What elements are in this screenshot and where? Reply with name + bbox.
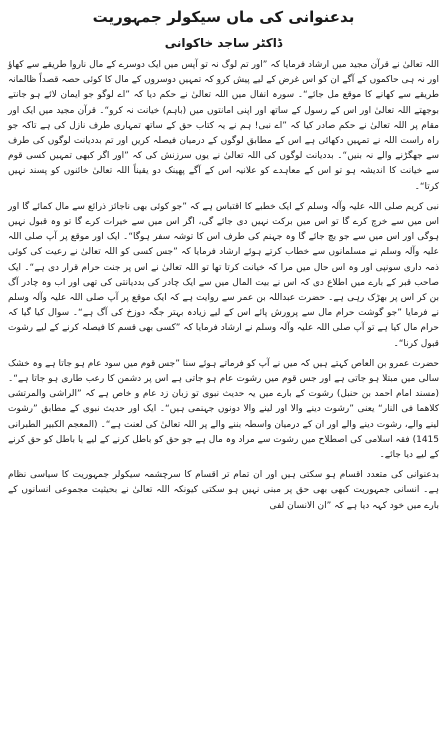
article-paragraph-4: بدعنوانی کی متعدد اقسام ہو سکتی ہیں اور ان تمام تر اقسام کا سرچشمہ سیکولر جمہوریت کا سیاسی نظام ہے۔ انسانی جمہوریت کبھی بھی حق پر مبنی نہیں ہو سکتی کیونکہ اللہ تعالیٰ نے بحیثیت مجموعی انسانوں کے بارے میں خود کہہ دیا ہے کہ ”ان الانسان لفی [8,470,439,511]
article-author: ڈاکٹر ساجد خاکوانی [164,36,283,50]
article-paragraph-1: اللہ تعالیٰ نے قرآن مجید میں ارشاد فرمایا کہ ”اور تم لوگ نہ تو آپس میں ایک دوسرے کے مال ناروا طریقے سے کھاؤ اور نہ ہی حاکموں کے آگے ان کو اس غرض کے لیے پیش کرو کہ تمہیں دوسروں کے مال کا کوئی حصہ قصداً ظالمانہ طریقے سے کھانے کا موقع مل جائے“۔ سورہ انفال میں اللہ تعالیٰ نے حکم دیا کہ ”اے لوگو جو ایمان لائے ہو جانتے بوجھتے اللہ تعالیٰ اور اس کے رسول کے ساتھ اور اپنی امانتوں میں (باہم) خیانت نہ کرو“۔ قرآن مجید میں ایک اور مقام پر اللہ تعالیٰ نے حکم صادر کیا کہ ”اے نبی! ہم نے یہ کتاب حق کے ساتھ تمہاری طرف نازل کی ہے تاکہ جو راہ راست اللہ نے تمہیں دکھائی ہے اس کے مطابق لوگوں کے درمیان فیصلہ کریں اور تم بددیانت لوگوں کی طرف سے جھگڑنے والے نہ بنیں“۔ بددیانت لوگوں کی اللہ تعالیٰ نے یوں سرزنش کی کہ ”اور اگر کبھی تمہیں کسی قوم سے خیانت کا اندیشہ ہو تو اس کے معاہدے کو علانیہ اس کے آگے پھینک دو یقیناً اللہ تعالیٰ خائنوں کو پسند نہیں کرتا“۔ [8,60,439,192]
article-title: بدعنوانی کی ماں سیکولر جمہوریت [92,8,355,26]
article-paragraph-2: نبی کریم صلی اللہ علیہ وآلہ وسلم کے ایک خطبے کا اقتباس ہے کہ ”جو کوئی بھی ناجائز ذرائع سے مال کمائے گا اور اس میں سے خرچ کرے گا تو اس میں برکت نہیں دی جائے گی، اگر اس میں سے خیرات کرے گا تو وہ قبول نہیں ہوگی اور اس میں سے جو بچ جائے گا وہ جہنم کی طرف اس کا توشہ سفر ہوگا“۔ ایک اور موقع پر آپ صلی اللہ علیہ وآلہ وسلم نے مسلمانوں سے خطاب کرتے ہوئے ارشاد فرمایا کہ ”جس کسی کو اللہ تعالیٰ نے رعیت کی کوئی ذمہ داری سونپی اور وہ اس حال میں مرا کہ خیانت کرتا تھا تو اللہ تعالیٰ نے اس پر جنت حرام قرار دی ہے“۔ ایک صاحب قبر کے بارے میں اطلاع دی کہ اس نے بیت المال میں سے ایک چادر کی بددیانتی کی تھی اور اب وہ چادر آگ بن کر اس پر بھڑک رہی ہے۔ حضرت عبداللہ بن عمر سے روایت ہے کہ ایک موقع پر آپ صلی اللہ علیہ وآلہ وسلم نے فرمایا ”جو گوشت حرام مال سے پرورش پائے اس کے لیے زیادہ بہتر جگہ دوزخ کی آگ ہے“۔ سوال کیا گیا کہ حرام مال کیا ہے تو آپ صلی اللہ علیہ وآلہ وسلم نے ارشاد فرمایا کہ ”کسی بھی قسم کا فیصلہ کرنے کے لیے رشوت قبول کرنا“۔ [8,201,439,349]
article-paragraph-3: حضرت عمرو بن العاص کہتے ہیں کہ میں نے آپ کو فرماتے ہوئے سنا ”جس قوم میں سود عام ہو جاتا ہے وہ خشک سالی میں مبتلا ہو جاتی ہے اور جس قوم میں رشوت عام ہو جاتی ہے اس پر دشمن کا رعب طاری ہو جاتا ہے“۔ (مسند امام احمد بن حنبل) رشوت کے بارے میں یہ حدیث نبوی تو زبان زد عام و خاص ہے کہ ”الراشی والمرتشی کلاهما فی النار“ یعنی ”رشوت دینے والا اور لینے والا دونوں جہنمی ہیں“۔ ایک اور حدیث نبوی کے مطابق ”رشوت لینے والے، رشوت دینے والے اور ان کے درمیان واسطہ بننے والے پر اللہ تعالیٰ کی لعنت ہے“۔ (المعجم الکبیر الطبرانی 1415) فقہ اسلامی کی اصطلاح میں رشوت سے مراد وہ مال ہے جو حق کو باطل کرنے کے لیے یا باطل کو حق کرنے کے لیے دیا جائے۔ [8,358,439,461]
